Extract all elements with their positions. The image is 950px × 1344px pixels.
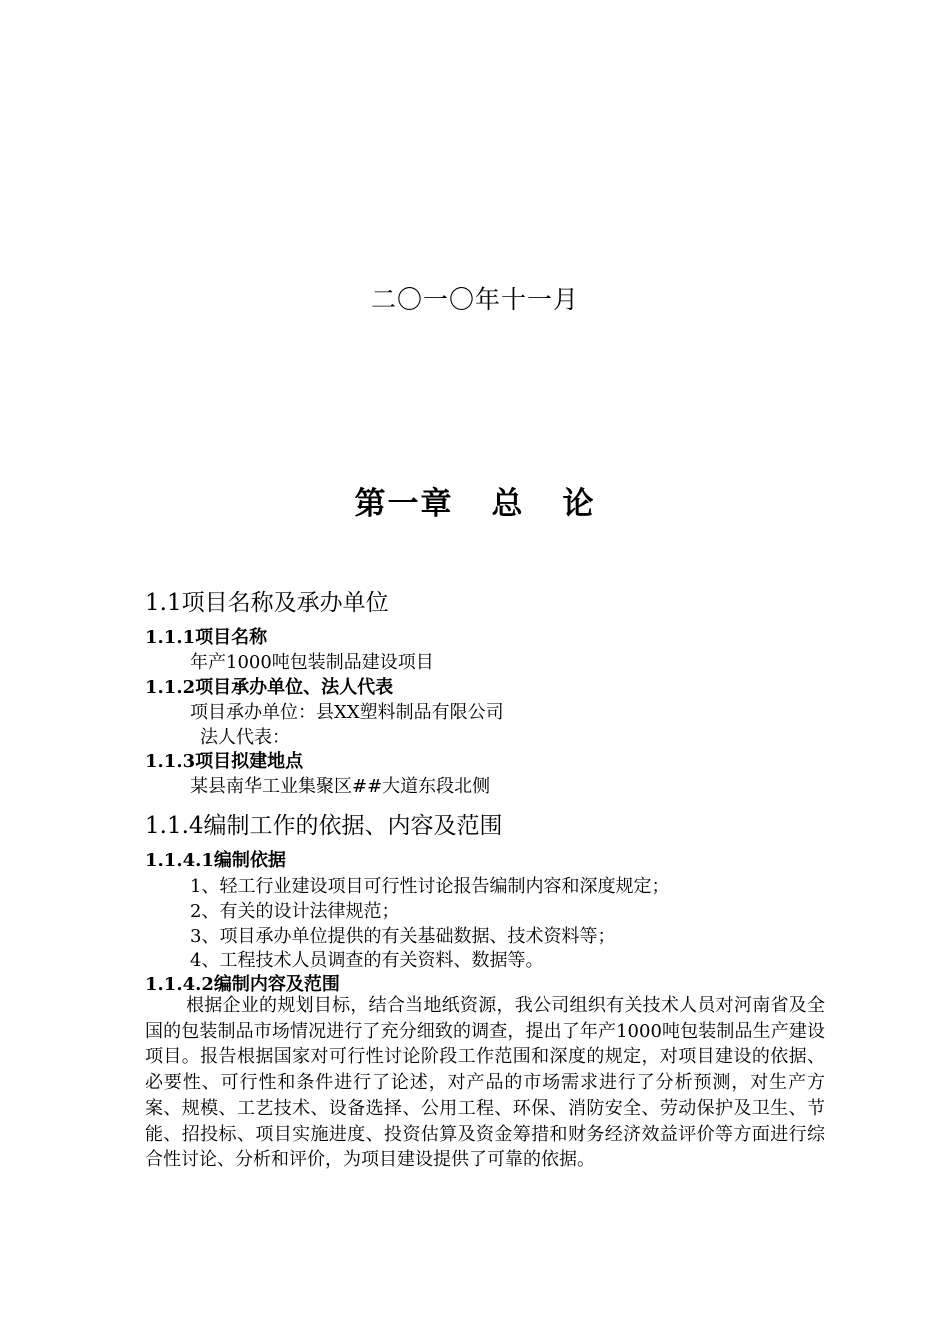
chapter-word-1: 总 xyxy=(491,486,525,522)
project-name-text: 年产1000吨包装制品建设项目 xyxy=(190,652,434,673)
section-1-1-1-heading: 1.1.1项目名称 xyxy=(145,627,268,648)
legal-rep-text: 法人代表： xyxy=(200,727,290,748)
chapter-number: 第一章 xyxy=(354,486,454,522)
chapter-word-2: 论 xyxy=(562,486,596,522)
basis-item: 4、工程技术人员调查的有关资料、数据等。 xyxy=(190,950,544,971)
section-1-1-2-heading: 1.1.2项目承办单位、法人代表 xyxy=(145,677,394,698)
project-site-text: 某县南华工业集聚区##大道东段北侧 xyxy=(190,776,491,797)
section-1-1-3-heading: 1.1.3项目拟建地点 xyxy=(145,751,304,772)
project-unit-text: 项目承办单位：县XX塑料制品有限公司 xyxy=(190,702,504,723)
cover-date: 二〇一〇年十一月 xyxy=(370,285,579,314)
scope-paragraph: 根据企业的规划目标，结合当地纸资源，我公司组织有关技术人员对河南省及全国的包装制品市场情况进行了充分细致的调查，提出了年产1000吨包装制品生产建设项目。报告根据国家对可行性讨论阶段工作范围和深度的规定，对项目建设的依据、必要性、可行性和条件进行了论述，对产品的市场需求进行了分析预测，对生产方案、规模、工艺技术、设备选择、公用工程、环保、消防安全、劳动保护及卫生、节能、招投标、项目实施进度、投资估算及资金筹措和财务经济效益评价等方面进行综合性讨论、分析和评价，为项目建设提供了可靠的依据。 xyxy=(145,995,825,1171)
basis-item: 1、轻工行业建设项目可行性讨论报告编制内容和深度规定； xyxy=(190,876,670,897)
section-1-1-4-1-heading: 1.1.4.1编制依据 xyxy=(145,850,286,871)
basis-item: 3、项目承办单位提供的有关基础数据、技术资料等； xyxy=(190,926,616,947)
section-1-1-4-heading: 1.1.4编制工作的依据、内容及范围 xyxy=(145,813,503,839)
basis-item: 2、有关的设计法律规范； xyxy=(190,901,400,922)
section-1-1-heading: 1.1项目名称及承办单位 xyxy=(145,590,389,616)
chapter-title xyxy=(0,478,950,523)
section-1-1-4-2-heading: 1.1.4.2编制内容及范围 xyxy=(145,974,340,995)
